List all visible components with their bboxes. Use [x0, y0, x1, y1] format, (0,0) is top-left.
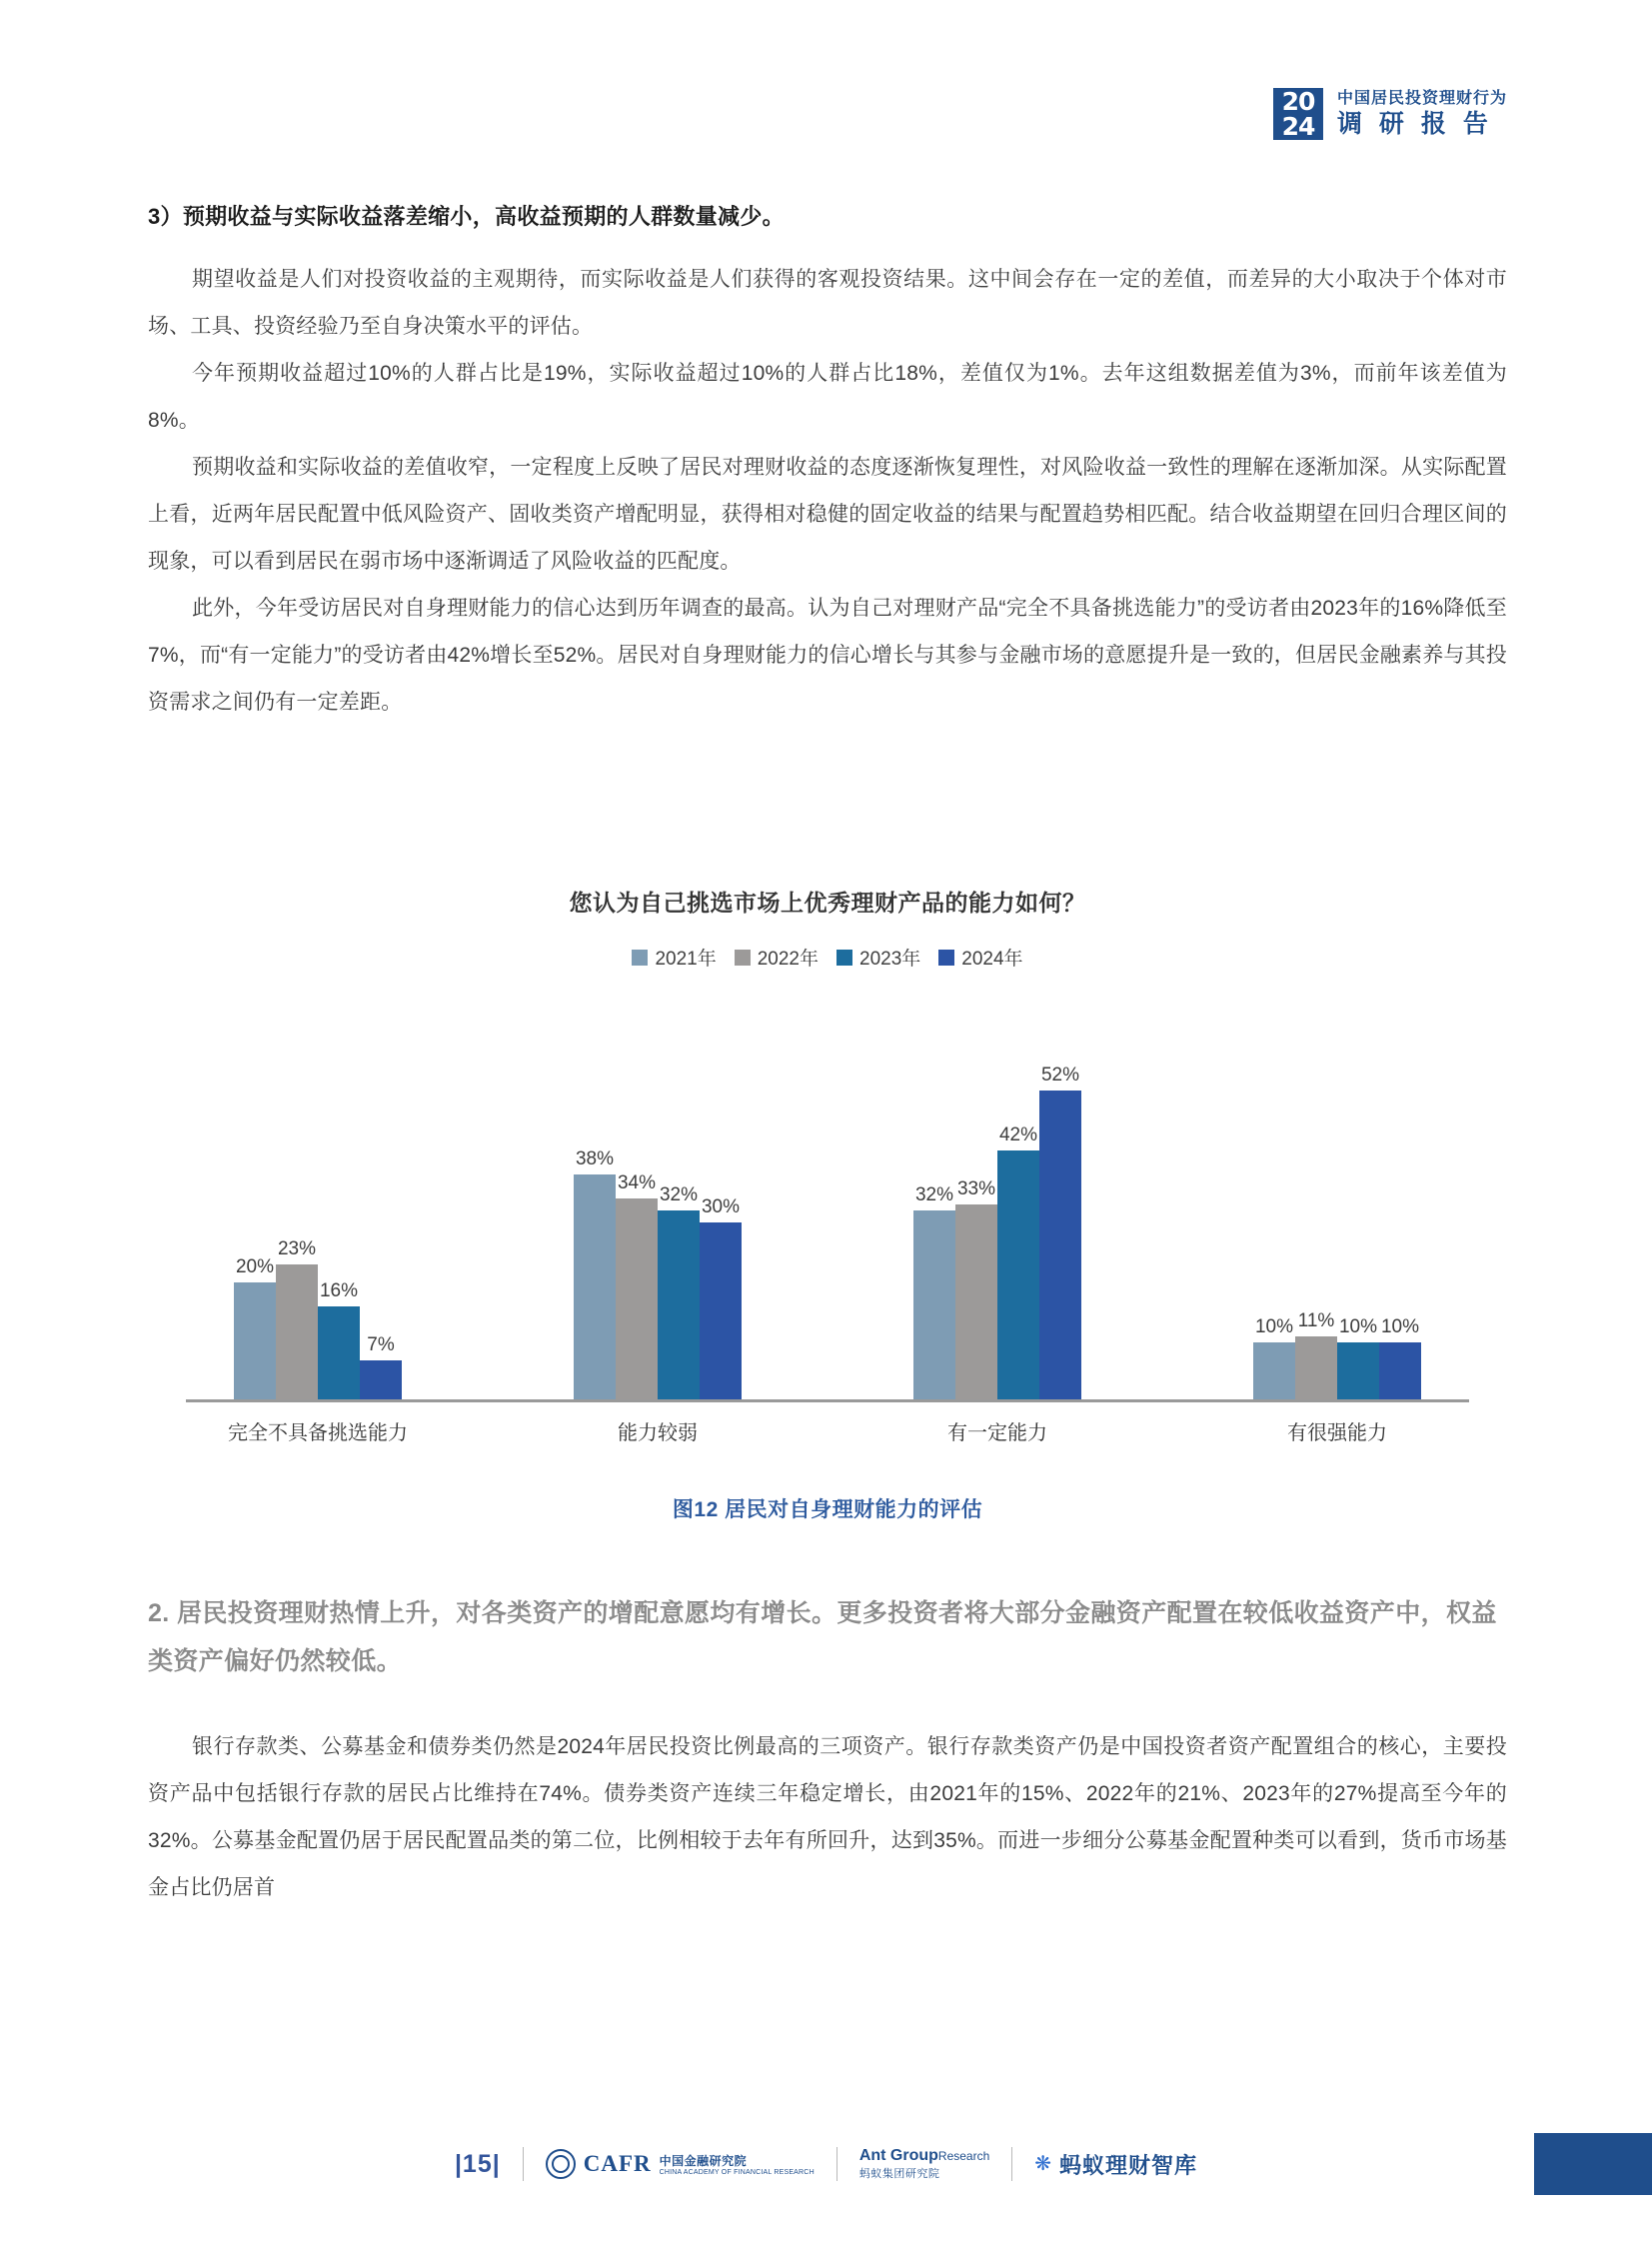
bar-value-label: 11% — [1297, 1310, 1335, 1331]
bar — [1337, 1342, 1379, 1402]
logo-year-badge — [1273, 88, 1323, 140]
bar-column — [1337, 1043, 1379, 1402]
bar-column — [276, 1043, 318, 1402]
bar-column — [1295, 1043, 1337, 1402]
legend-swatch-icon — [632, 950, 648, 966]
legend-item-2024年 — [938, 944, 1022, 971]
legend-item-2021年 — [632, 944, 716, 971]
legend-item-2023年 — [836, 944, 920, 971]
bar — [574, 1174, 616, 1402]
category-label: 有很强能力 — [1287, 1422, 1387, 1444]
bar-group — [1167, 1043, 1507, 1402]
bar-column — [700, 1043, 742, 1402]
section-2-body — [148, 1723, 1507, 1911]
category-label: 能力较弱 — [618, 1422, 698, 1444]
bar — [1295, 1336, 1337, 1402]
bar-value-label: 32% — [659, 1184, 699, 1205]
footer-accent-bar — [1534, 2133, 1652, 2195]
ant-flower-icon: ❋ — [1034, 2153, 1052, 2175]
bar-column — [360, 1043, 402, 1402]
bar-value-label: 38% — [575, 1148, 615, 1169]
body-paragraph: 今年预期收益超过10%的人群占比是19%，实际收益超过10%的人群占比18%，差值仅为1%。去年这组数据差值为3%，而前年该差值为8%。 — [148, 362, 1507, 432]
legend-swatch-icon — [938, 950, 954, 966]
chart-x-axis — [186, 1399, 1469, 1402]
bar — [616, 1198, 658, 1402]
legend-label: 2022年 — [757, 949, 819, 970]
bar-column — [1253, 1043, 1295, 1402]
category-label: 有一定能力 — [947, 1422, 1047, 1444]
bar — [700, 1222, 742, 1402]
cafr-seal-icon — [546, 2149, 576, 2179]
logo-year-bottom: 24 — [1281, 112, 1315, 141]
page-footer — [0, 2123, 1652, 2243]
legend-swatch-icon — [735, 950, 751, 966]
bar-column — [574, 1043, 616, 1402]
bar-value-label: 52% — [1040, 1065, 1080, 1086]
ant-wealth-think-tank-logo — [1034, 2149, 1197, 2180]
bar-value-label: 42% — [998, 1124, 1038, 1145]
bar — [913, 1210, 955, 1402]
cafr-abbreviation: CAFR — [583, 2151, 652, 2176]
bar-column — [1039, 1043, 1081, 1402]
bar-value-label: 23% — [277, 1238, 317, 1259]
bar-column — [234, 1043, 276, 1402]
bar-column — [1379, 1043, 1421, 1402]
bar — [955, 1204, 997, 1402]
cafr-name-cn: 中国金融研究院 — [659, 2154, 748, 2168]
logo-text-block — [1337, 89, 1507, 139]
bar-value-label: 30% — [701, 1196, 741, 1217]
bar — [658, 1210, 700, 1402]
bar — [1253, 1342, 1295, 1402]
bar — [1039, 1091, 1081, 1402]
footer-divider — [523, 2147, 524, 2181]
main-content — [148, 200, 1507, 726]
bar-group — [488, 1043, 827, 1402]
footer-divider — [1011, 2147, 1012, 2181]
bar-value-label: 10% — [1380, 1316, 1420, 1337]
bar-column — [913, 1043, 955, 1402]
figure-caption: 图12 居民对自身理财能力的评估 — [672, 1498, 983, 1521]
bar — [318, 1306, 360, 1402]
bar-group — [148, 1043, 488, 1402]
legend-label: 2024年 — [961, 949, 1023, 970]
legend-swatch-icon — [836, 950, 852, 966]
bar-group — [827, 1043, 1167, 1402]
bar-value-label: 16% — [319, 1280, 359, 1301]
logo-subtitle: 中国居民投资理财行为 — [1336, 90, 1507, 107]
page-number: |15| — [454, 2149, 501, 2178]
cafr-name-en: CHINA ACADEMY OF FINANCIAL RESEARCH — [659, 2169, 815, 2176]
think-tank-label: 蚂蚁理财智库 — [1059, 2152, 1198, 2178]
bar-value-label: 20% — [235, 1256, 275, 1277]
body-paragraph: 银行存款类、公募基金和债券类仍然是2024年居民投资比例最高的三项资产。银行存款类资产仍是中国投资者资产配置组合的核心，主要投资产品中包括银行存款的居民占比维持在74%。债券类资产连续三年稳定增长，由2021年的15%、2022年的21%、2023年的27%提高至今年的32%。公募基金配置仍居于居民配置品类的第二位，比例相较于去年有所回升，达到35%。而进一步细分公募基金配置种类可以看到，货币市场基金占比仍居首 — [148, 1735, 1507, 1899]
bar-value-label: 34% — [617, 1172, 657, 1193]
chart-category-labels — [148, 1416, 1507, 1445]
bar-value-label: 32% — [914, 1184, 954, 1205]
bar — [1379, 1342, 1421, 1402]
bar-column — [318, 1043, 360, 1402]
section-sub-heading: 3）预期收益与实际收益落差缩小，高收益预期的人群数量减少。 — [148, 204, 785, 229]
body-paragraph: 此外，今年受访居民对自身理财能力的信心达到历年调查的最高。认为自己对理财产品“完全不具备挑选能力”的受访者由2023年的16%降低至7%，而“有一定能力”的受访者由42%增长至52%。居民对自身理财能力的信心增长与其参与金融市场的意愿提升是一致的，但居民金融素养与其投资需求之间仍有一定差距。 — [148, 597, 1507, 714]
cafr-logo — [546, 2149, 815, 2179]
body-paragraph: 期望收益是人们对投资收益的主观期待，而实际收益是人们获得的客观投资结果。这中间会存在一定的差值，而差异的大小取决于个体对市场、工具、投资经验乃至自身决策水平的评估。 — [148, 268, 1507, 338]
ant-group-label: Ant Group — [858, 2147, 938, 2164]
legend-item-2022年 — [735, 944, 819, 971]
category-label: 完全不具备挑选能力 — [228, 1422, 408, 1444]
bar-column — [658, 1043, 700, 1402]
bar-value-label: 10% — [1338, 1316, 1378, 1337]
ant-group-research-logo — [859, 2147, 989, 2181]
bar — [276, 1264, 318, 1402]
bar-column — [616, 1043, 658, 1402]
ant-research-label: Research — [937, 2149, 990, 2163]
report-header-logo — [1273, 88, 1507, 140]
chart-title: 您认为自己挑选市场上优秀理财产品的能力如何？ — [569, 890, 1086, 916]
bar-column — [955, 1043, 997, 1402]
bar — [234, 1282, 276, 1402]
legend-label: 2023年 — [859, 949, 921, 970]
chart-plot-area — [148, 1013, 1507, 1402]
bar-value-label: 10% — [1254, 1316, 1294, 1337]
section-2 — [148, 1589, 1507, 1911]
bar — [360, 1360, 402, 1402]
chart-legend — [148, 944, 1507, 971]
ant-group-name-en — [859, 2147, 989, 2165]
cafr-name-block — [660, 2152, 815, 2176]
logo-title: 调 研 报 告 — [1336, 110, 1493, 138]
bar-column — [997, 1043, 1039, 1402]
figure-12-chart — [148, 885, 1507, 1523]
footer-divider — [836, 2147, 837, 2181]
logo-year-top: 20 — [1281, 87, 1315, 116]
legend-label: 2021年 — [655, 949, 717, 970]
bar-value-label: 7% — [367, 1334, 395, 1355]
bar — [997, 1150, 1039, 1402]
bar-value-label: 33% — [956, 1178, 996, 1199]
section-2-heading: 2. 居民投资理财热情上升，对各类资产的增配意愿均有增长。更多投资者将大部分金融资产配置在较低收益资产中，权益类资产偏好仍然较低。 — [148, 1599, 1497, 1675]
body-paragraph: 预期收益和实际收益的差值收窄，一定程度上反映了居民对理财收益的态度逐渐恢复理性，对风险收益一致性的理解在逐渐加深。从实际配置上看，近两年居民配置中低风险资产、固收类资产增配明显，获得相对稳健的固定收益的结果与配置趋势相匹配。结合收益期望在回归合理区间的现象，可以看到居民在弱市场中逐渐调适了风险收益的匹配度。 — [148, 456, 1507, 573]
ant-group-name-cn: 蚂蚁集团研究院 — [858, 2168, 940, 2180]
